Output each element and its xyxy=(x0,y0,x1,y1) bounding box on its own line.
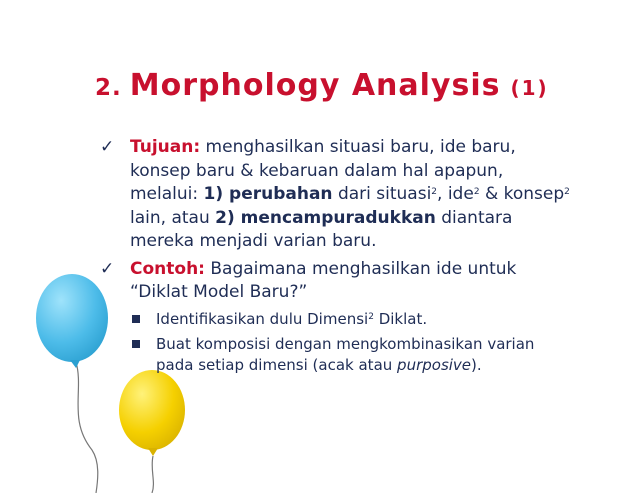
square-bullet-icon xyxy=(132,340,140,348)
bullet-text: lain, atau xyxy=(130,207,216,228)
sub-bullet-text: Buat komposisi dengan mengkombinasikan varian pada setiap dimensi (acak atau xyxy=(156,334,535,374)
sub-bullet-text: Identifikasikan dulu Dimensi xyxy=(156,309,369,328)
bullet-tujuan xyxy=(100,136,570,254)
bullet-text: dari situasi xyxy=(332,184,432,204)
title-main: Morphology Analysis xyxy=(129,68,501,103)
blue-balloon-icon xyxy=(36,274,108,493)
yellow-balloon-icon xyxy=(119,370,185,493)
slide-title xyxy=(95,68,549,103)
sub-bullet-text: Diklat. xyxy=(373,309,428,328)
bullet-text: Bagaimana menghasilkan ide untuk “Diklat Model Baru?” xyxy=(130,258,517,302)
sub-bullet-text: ). xyxy=(471,355,482,374)
title-paren: (1) xyxy=(510,76,549,100)
sub-bullet-list xyxy=(130,309,570,376)
bullet-text: menghasilkan situasi baru, ide baru, konsep baru & kebaruan dalam hal apapun, melalui: xyxy=(130,137,516,204)
bullet-text: , ide xyxy=(437,184,474,204)
superscript: 2 xyxy=(473,187,480,197)
emphasis-text: purposive xyxy=(397,355,472,374)
bullet-label: Tujuan: xyxy=(130,137,201,157)
title-number: 2. xyxy=(95,75,122,101)
sub-bullet-item xyxy=(130,309,570,330)
bullet-text: & konsep xyxy=(479,184,565,204)
highlight-text: 2) mencampuradukkan xyxy=(215,207,436,228)
bullet-contoh xyxy=(100,258,570,376)
sub-bullet-item xyxy=(130,334,570,376)
superscript: 2 xyxy=(368,311,374,322)
bullet-text: diantara mereka menjadi varian baru. xyxy=(130,207,513,251)
highlight-text: 1) perubahan xyxy=(203,184,333,204)
superscript: 2 xyxy=(564,187,570,197)
checkmark-icon: ✓ xyxy=(100,258,115,279)
bullet-list xyxy=(100,136,570,376)
checkmark-icon: ✓ xyxy=(100,137,115,157)
square-bullet-icon xyxy=(132,315,140,323)
bullet-label: Contoh: xyxy=(130,258,205,279)
superscript: 2 xyxy=(431,187,438,197)
